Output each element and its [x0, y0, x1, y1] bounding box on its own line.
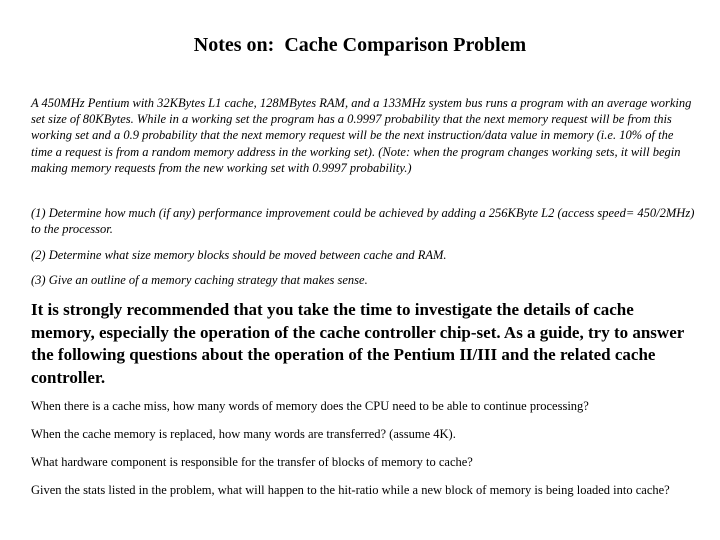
task-2: (2) Determine what size memory blocks should be moved between cache and RAM.: [31, 248, 447, 262]
problem-statement: A 450MHz Pentium with 32KBytes L1 cache, 128MBytes RAM, and a 133MHz system bus runs a program with an average working set size of 80KBytes. While in a working set the program has a 0.9997 probability that the next memory request will be from this working set and a 0.9 probability that the next memory request will be the next instruction/data value in memory (i.e. 10% of the time a request is from a random memory address in the working set). (Note: when the program changes working sets, it will begin making memory requests from the new working set with 0.9997 probability.): [31, 96, 692, 175]
recommendation-paragraph: It is strongly recommended that you take the time to investigate the details of cache memory, especially the operation of the cache controller chip-set. As a guide, try to answer the following questions about the operation of the Pentium II/III and the related cache controller.: [31, 300, 684, 387]
task-3: (3) Give an outline of a memory caching strategy that makes sense.: [31, 273, 368, 287]
question-2: When the cache memory is replaced, how many words are transferred? (assume 4K).: [31, 427, 456, 441]
task-1: (1) Determine how much (if any) performance improvement could be achieved by adding a 256KByte L2 (access speed= 450/2MHz) to the processor.: [31, 206, 695, 237]
question-4: Given the stats listed in the problem, what will happen to the hit-ratio while a new block of memory is being loaded into cache?: [31, 483, 670, 497]
question-1: When there is a cache miss, how many words of memory does the CPU need to be able to continue processing?: [31, 399, 589, 413]
question-3: What hardware component is responsible for the transfer of blocks of memory to cache?: [31, 455, 473, 469]
page-title: Notes on: Cache Comparison Problem: [193, 34, 527, 56]
